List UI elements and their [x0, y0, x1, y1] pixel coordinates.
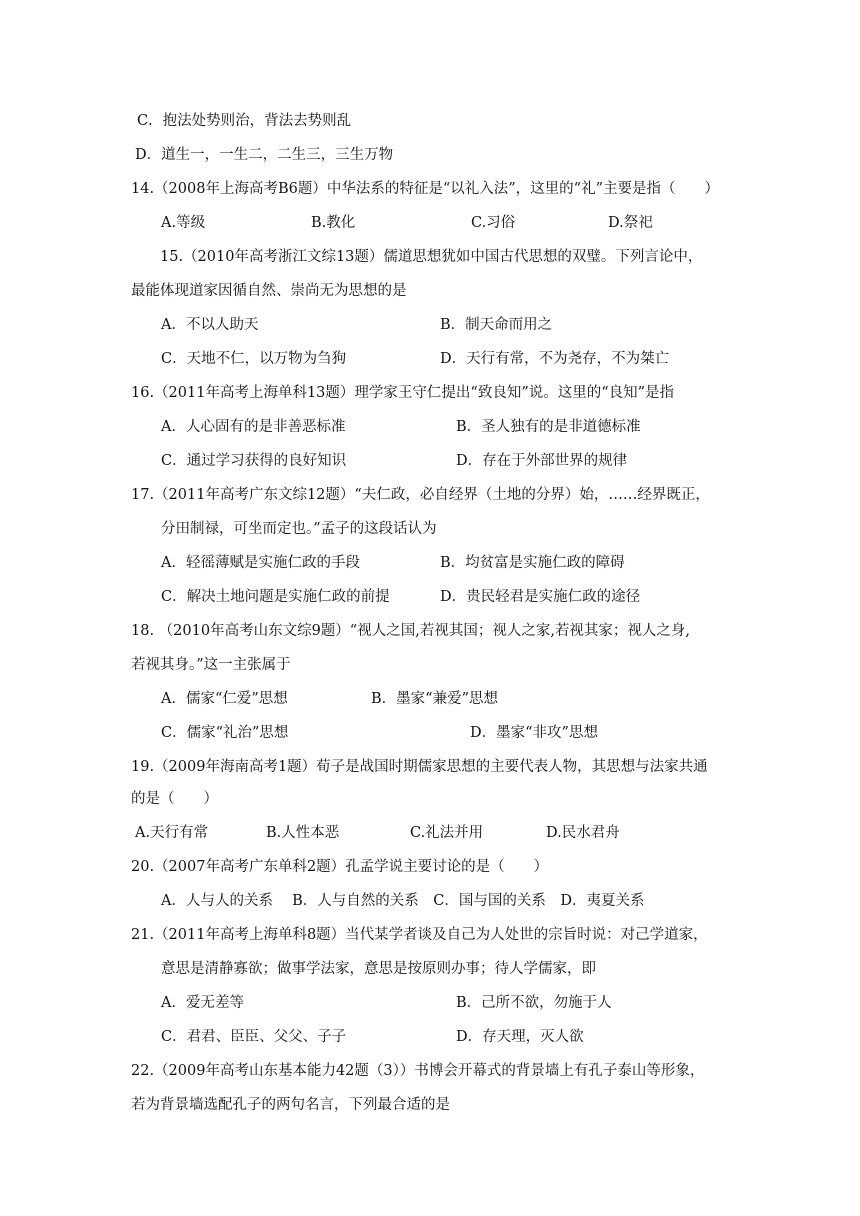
q16-option-c: C．通过学习获得的良好知识: [161, 453, 347, 469]
q13-option-d: D．道生一，一生二，二生三，三生万物: [135, 147, 394, 163]
q21-stem-line1: 21.（2011年高考上海单科8题）当代某学者谈及自己为人处世的宗旨时说：对己学道家，: [131, 927, 708, 943]
q19-stem-line2: 的是（ ）: [131, 791, 218, 807]
q18-stem-line1: 18. （2010年高考山东文综9题）“视人之国,若视其国；视人之家,若视其家；视人之身,: [131, 623, 691, 639]
q13-option-c: C．抱法处势则治，背法去势则乱: [137, 113, 352, 129]
q16-option-b: B．圣人独有的是非道德标准: [456, 419, 641, 435]
q18-stem-line2: 若视其身。”这一主张属于: [131, 657, 291, 673]
q21-option-a: A．爱无差等: [161, 995, 244, 1011]
q16-option-d: D．存在于外部世界的规律: [456, 453, 628, 469]
q20-options: A．人与人的关系 B．人与自然的关系 C．国与国的关系 D．夷夏关系: [161, 893, 645, 909]
q14-option-d: D.祭祀: [608, 215, 653, 231]
q22-stem-line1: 22.（2009年高考山东基本能力42题（3））书博会开幕式的背景墙上有孔子泰山等形象，: [131, 1063, 705, 1079]
q17-option-c: C．解决土地问题是实施仁政的前提: [161, 589, 390, 605]
q14-option-a: A.等级: [161, 215, 206, 231]
q18-option-b: B．墨家“兼爱”思想: [371, 691, 498, 707]
q17-option-b: B．均贫富是实施仁政的障碍: [440, 555, 625, 571]
q19-option-c: C.礼法并用: [410, 825, 484, 841]
q19-option-d: D.民水君舟: [546, 825, 620, 841]
q17-stem-line2: 分田制禄，可坐而定也。”孟子的这段话认为: [161, 521, 437, 537]
q15-option-c: C．天地不仁，以万物为刍狗: [161, 351, 347, 367]
q15-stem-line1: 15.（2010年高考浙江文综13题）儒道思想犹如中国古代思想的双璧。下列言论中，: [160, 249, 703, 265]
q18-option-d: D．墨家“非攻”思想: [470, 725, 598, 741]
q14-option-b: B.教化: [311, 215, 356, 231]
q17-option-a: A．轻徭薄赋是实施仁政的手段: [161, 555, 360, 571]
q15-option-d: D．天行有常，不为尧存，不为桀亡: [440, 351, 670, 367]
q14-option-c: C.习俗: [471, 215, 516, 231]
q16-stem: 16.（2011年高考上海单科13题）理学家王守仁提出“致良知”说。这里的“良知”是指: [131, 385, 675, 401]
q19-stem-line1: 19.（2009年海南高考1题）荀子是战国时期儒家思想的主要代表人物，其思想与法家共通: [131, 759, 708, 775]
q15-option-a: A．不以人助天: [161, 317, 259, 333]
q15-option-b: B．制天命而用之: [440, 317, 553, 333]
q21-option-d: D．存天理，灭人欲: [456, 1029, 584, 1045]
q21-option-b: B．己所不欲，勿施于人: [456, 995, 612, 1011]
q19-option-b: B.人性本恶: [266, 825, 340, 841]
q21-stem-line2: 意思是清静寡欲；做事学法家，意思是按原则办事；待人学儒家，即: [161, 961, 596, 977]
q20-stem: 20.（2007年高考广东单科2题）孔孟学说主要讨论的是（ ）: [131, 859, 549, 875]
q17-option-d: D．贵民轻君是实施仁政的途径: [440, 589, 641, 605]
q22-stem-line2: 若为背景墙选配孔子的两句名言，下列最合适的是: [131, 1097, 450, 1113]
q21-option-c: C．君君、臣臣、父父、子子: [161, 1029, 347, 1045]
q14-stem: 14.（2008年上海高考B6题）中华法系的特征是“以礼入法”，这里的“礼”主要是指（ ）: [131, 181, 719, 197]
q15-stem-line2: 最能体现道家因循自然、崇尚无为思想的是: [131, 283, 407, 299]
q18-option-a: A．儒家“仁爱”思想: [161, 691, 288, 707]
q17-stem-line1: 17.（2011年高考广东文综12题）“夫仁政，必自经界（土地的分界）始，……经界既正，: [131, 487, 710, 503]
q18-option-c: C．儒家“礼治”思想: [161, 725, 289, 741]
q19-option-a: A.天行有常: [135, 825, 209, 841]
q16-option-a: A．人心固有的是非善恶标准: [161, 419, 346, 435]
